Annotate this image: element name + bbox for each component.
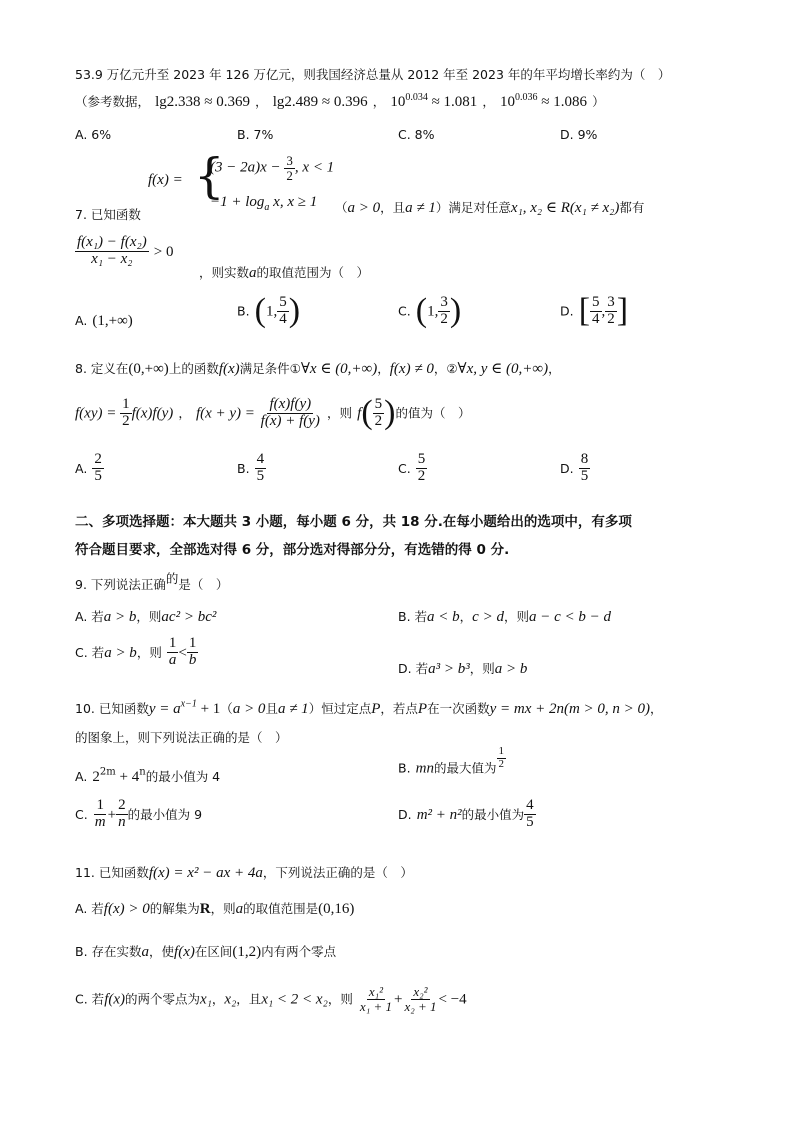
q11-stem: 11. 已知函数f(x) = x² − ax + 4a，下列说法正确的是（ ） [75,865,413,881]
q8-option-d[interactable]: D. $\frac{8}{5}$ [560,451,589,484]
q6-option-b[interactable]: B. 7% [237,127,274,142]
q7-case1: (3 − 2a)x − $\frac{3}{2}$ , x < 1 [210,153,335,183]
q6-ref2: lg2.489 ≈ 0.396 [272,94,368,110]
q6-ref1: lg2.338 ≈ 0.369 [155,94,251,110]
q6-reference-data [75,91,605,111]
q8-option-c[interactable]: C. $\frac{5}{2}$ [398,451,426,484]
q7-brace: { [194,148,225,204]
section2-heading-line1: 二、多项选择题：本大题共 3 小题，每小题 6 分，共 18 分.在每小题给出的选项中，有多项 [75,514,632,530]
q8-option-b[interactable]: B. $\frac{4}{5}$ [237,451,265,484]
q9-option-a[interactable]: A. 若a > b，则ac² > bc² [75,609,217,625]
q6-option-d[interactable]: D. 9% [560,127,598,142]
q6-sep: ， [372,94,386,109]
q9-option-b[interactable]: B. 若a < b，c > d，则a − c < b − d [398,609,611,625]
q7-option-b[interactable]: B. (1, $\frac{5}{4}$ ) [237,292,301,329]
q8-stem-line1: 8. 定义在(0,+∞)上的函数f(x)满足条件①∀x ∈ (0,+∞)，f(x) ≠ 0，②∀x, y ∈ (0,+∞)， [75,361,561,377]
section2-heading-line2: 符合题目要求，全部选对得 6 分，部分选对得部分分，有选错的得 0 分. [75,542,510,558]
q10-option-b[interactable]: B. mn的最大值为 $\frac{1}{2}$ [398,745,505,777]
q6-sep: ， [482,94,495,109]
q9-option-d[interactable]: D. 若a³ > b³，则a > b [398,661,528,677]
q8-stem-line2: f(xy) = $\frac{1}{2}$ f(x)f(y) ， f(x + y) = $\frac{f(x)f(y)}{f(x) + f(y)}$ ，则 f( $\frac{5}{2}$ )的值为（ ） [75,394,471,431]
q7-option-d[interactable]: D. [ $\frac{5}{4}$ , $\frac{3}{2}$ ] [560,292,629,329]
q6-option-c[interactable]: C. 8% [398,127,435,142]
q6-ref3: $10^{0.034} \approx 1.081$ [390,92,478,110]
q6-stem-line: 53.9 万亿元升至 2023 年 126 万亿元，则我国经济总量从 2012 年至 2023 年的年平均增长率约为（ ） [75,67,671,82]
q10-option-d[interactable]: D. m² + n²的最小值为 $\frac{4}{5}$ [398,797,534,830]
q7-prefix: 7. 已知函数 [75,207,141,222]
q7-case2: $-1 + \log_a x$, x ≥ 1 [210,194,318,213]
q8-option-a[interactable]: A. $\frac{2}{5}$ [75,451,102,484]
q11-option-c[interactable]: C. 若f(x)的两个零点为x₁，x₂，且x₁ < 2 < x₂，则 $\frac{\text{x₁²}}{\text{x₁ + 1}}$ + $\frac{\text{x₂²}}{\text{x₂ + 1}}$ < −4 [75,984,467,1014]
q6-ref-open: （参考数据， [75,94,151,109]
q7-inequality: $\frac{\text{f(x₁) − f(x₂)}}{\text{x₁ − x₂}}$ > 0 [77,234,174,267]
q7-option-a[interactable]: A. (1,+∞) [75,313,133,329]
q10-option-a[interactable]: A. $2^{2m} + 4^n$的最小值为 4 [75,766,221,785]
q7-option-c[interactable]: C. (1, $\frac{3}{2}$ ) [398,292,462,329]
q9-option-c[interactable]: C. 若a > b，则 $\frac{1}{a}$ < $\frac{1}{b}$ [75,635,197,668]
q7-f-label: f(x) = [148,172,183,188]
q6-option-a[interactable]: A. 6% [75,127,112,142]
q7-condition: （a > 0，且a ≠ 1）满足对任意x₁, x₂ ∈ R(x₁ ≠ x₂)都有 [335,200,645,216]
q11-option-a[interactable]: A. 若f(x) > 0的解集为R，则a的取值范围是(0,16) [75,901,355,917]
q11-option-b[interactable]: B. 存在实数a，使f(x)在区间(1,2)内有两个零点 [75,944,337,960]
q10-stem-line1: 10. 已知函数$y = a^{x-1} + 1(a > 0$且a ≠ 1）恒过定点P，若点P在一次函数y = mx + 2n(m > 0, n > 0)， [75,698,663,717]
q7-ask: ，则实数a的取值范围为（ ） [199,265,370,281]
q6-ref-close: ） [592,94,605,109]
q10-option-c[interactable]: C. $\frac{1}{m}$ + $\frac{2}{n}$ 的最小值为 9 [75,797,203,830]
q6-sep: ， [255,94,268,109]
q6-ref4: $10^{0.036} \approx 1.086$ [500,92,587,110]
q9-stem: 9. 下列说法正确的是（ ） [75,571,229,592]
q10-stem-line2: 的图象上，则下列说法正确的是（ ） [75,730,288,745]
